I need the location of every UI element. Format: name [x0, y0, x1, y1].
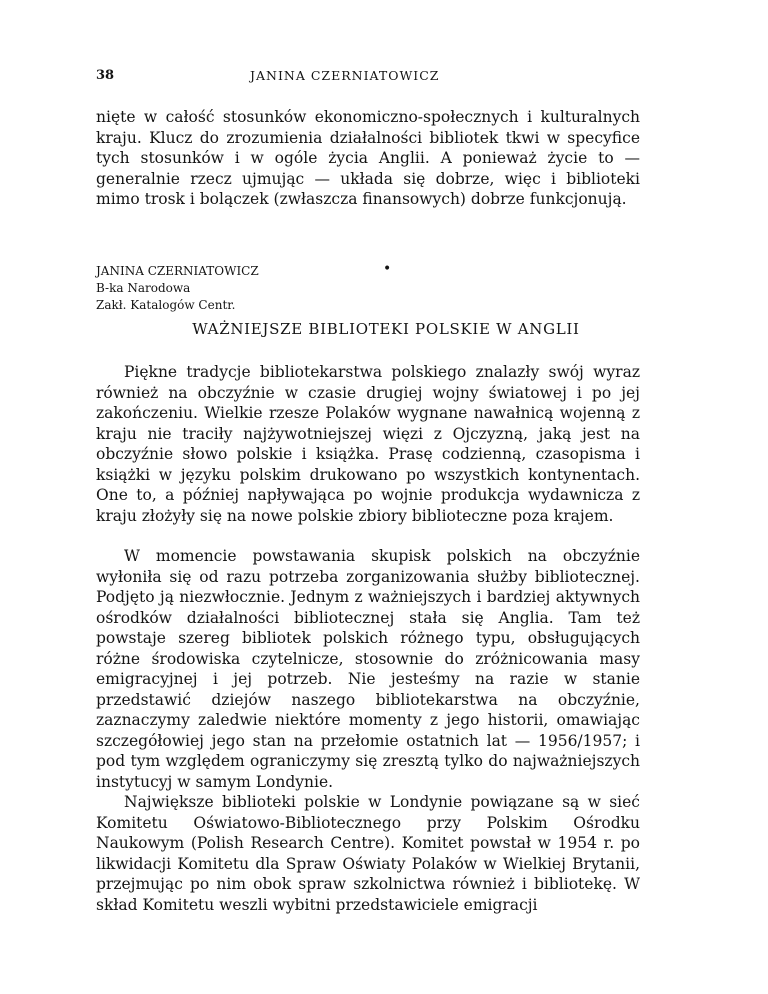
author-institution: B-ka Narodowa: [96, 281, 191, 295]
running-head: JANINA CZERNIATOWICZ: [250, 68, 440, 83]
author-department: Zakł. Katalogów Centr.: [96, 298, 236, 312]
body-paragraph-3: Największe biblioteki polskie w Londynie powiązane są w sieć Komitetu Oświatowo-Bibliotecznego przy Polskim Ośrodku Naukowym (Polish Research Centre). Komitet powstał w 1954 r. po likwidacji Komitetu dla Spraw Oświaty Polaków w Wielkiej Brytanii, przejmując po nim obok spraw szkolnictwa również i bibliotekę. W skład Komitetu weszli wybitni przedstawiciele emigracji: [96, 793, 640, 914]
separator-dot: •: [383, 261, 392, 277]
continuation-paragraph: nięte w całość stosunków ekonomiczno-społecznych i kulturalnych kraju. Klucz do zrozumienia działalności bibliotek tkwi w specyfice tych stosunków i w ogóle życia Anglii. A ponieważ życie to — generalnie rzecz ujmując — układa się dobrze, więc i biblioteki mimo trosk i bolączek (zwłaszcza finansowych) dobrze funkcjonują.: [96, 108, 640, 208]
author-block: [96, 263, 259, 314]
page-number: 38: [96, 68, 115, 83]
body-paragraph-2: W momencie powstawania skupisk polskich na obczyźnie wyłoniła się od razu potrzeba zorganizowania służby bibliotecznej. Podjęto ją niezwłocznie. Jednym z ważniejszych i bardziej aktywnych ośrodków działalności bibliotecznej stała się Anglia. Tam też powstaje szereg bibliotek polskich różnego typu, obsługujących różne środowiska czytelnicze, stosownie do zróżnicowania masy emigracyjnej i jej potrzeb. Nie jesteśmy na razie w stanie przedstawić dziejów naszego bibliotekarstwa na obczyźnie, zaznaczymy zaledwie niektóre momenty z jego historii, omawiając szczegółowiej jego stan na przełomie ostatnich lat — 1956/1957; i pod tym względem ograniczymy się zresztą tylko do najważniejszych instytucyj w samym Londynie.: [96, 547, 640, 791]
body-paragraph-1: Piękne tradycje bibliotekarstwa polskiego znalazły swój wyraz również na obczyźnie w czasie drugiej wojny światowej i po jej zakończeniu. Wielkie rzesze Polaków wygnane nawałnicą wojenną z kraju nie traciły najżywotniejszej więzi z Ojczyzną, jaką jest na obczyźnie słowo polskie i książka. Prasę codzienną, czasopisma i książki w języku polskim drukowano po wszystkich kontynentach. One to, a później napływająca po wojnie produkcja wydawnicza z kraju złożyły się na nowe polskie zbiory biblioteczne poza krajem.: [96, 363, 640, 525]
article-title: WAŻNIEJSZE BIBLIOTEKI POLSKIE W ANGLII: [192, 320, 580, 338]
author-name: JANINA CZERNIATOWICZ: [96, 264, 259, 278]
